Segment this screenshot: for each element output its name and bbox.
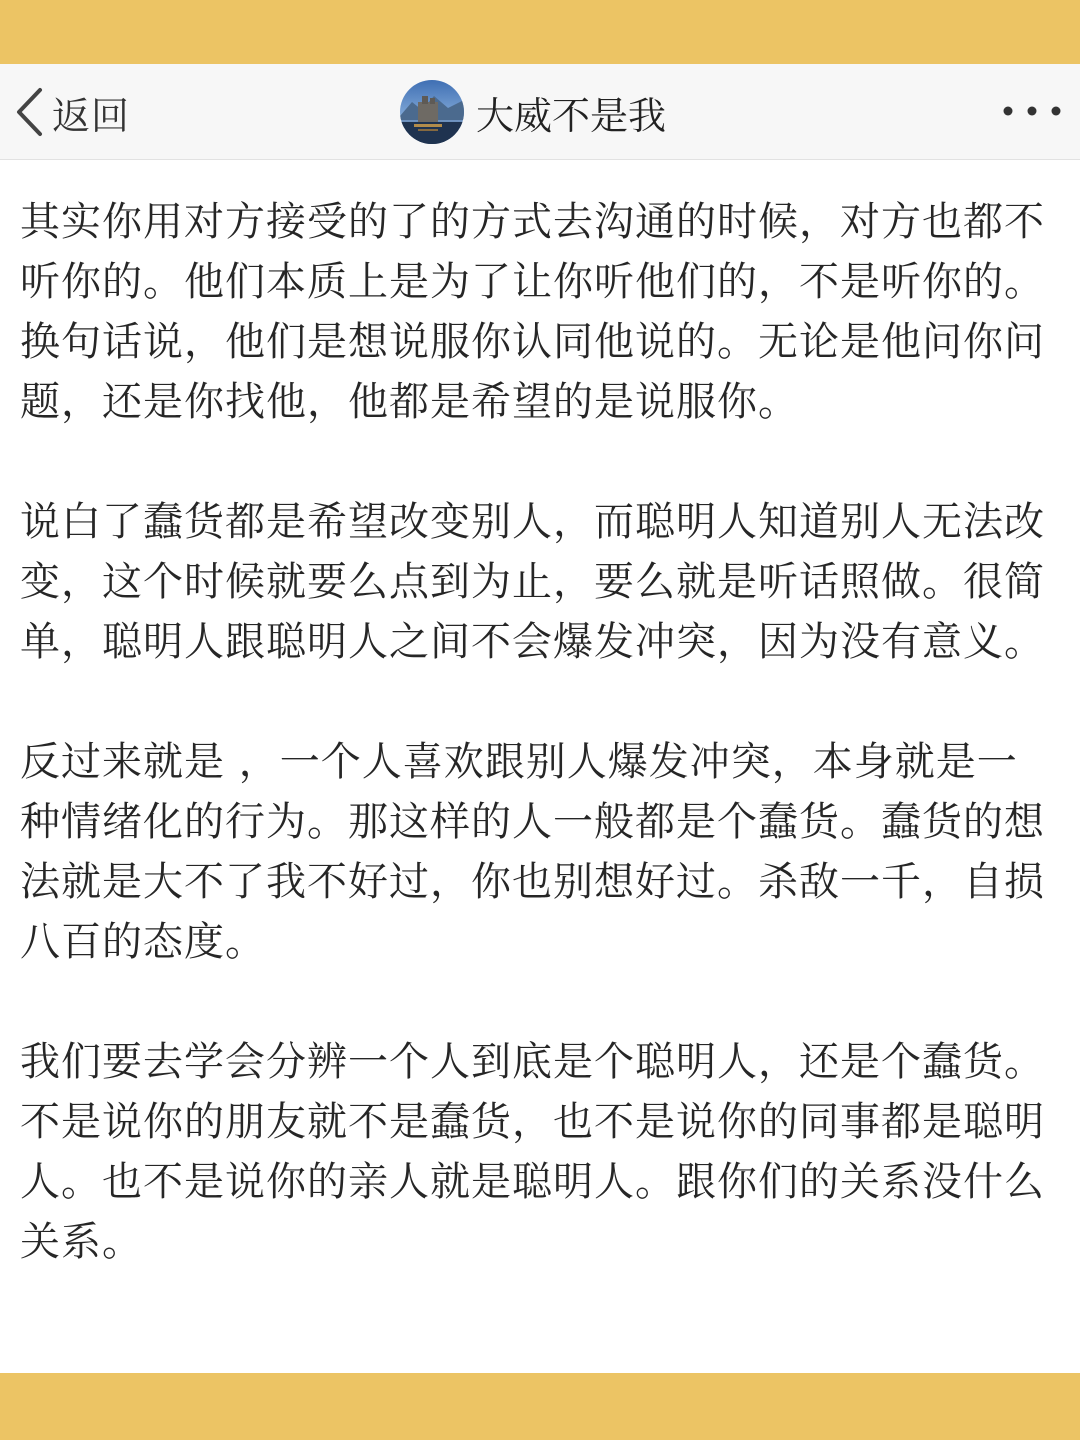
nav-title: 大威不是我 xyxy=(476,93,667,138)
top-border-band xyxy=(0,0,1080,64)
paragraph-2: 说白了蠢货都是希望改变别人，而聪明人知道别人无法改变，这个时候就要么点到为止，要么就是听话照做。很简单，聪明人跟聪明人之间不会爆发冲突，因为没有意义。 xyxy=(20,499,1045,665)
more-options-button[interactable] xyxy=(996,82,1068,142)
back-button[interactable] xyxy=(10,76,130,148)
paragraph-4: 我们要去学会分辨一个人到底是个聪明人，还是个蠢货。不是说你的朋友就不是蠢货，也不是说你的同事都是聪明人。也不是说你的亲人就是聪明人。跟你们的关系没什么关系。 xyxy=(20,1039,1045,1265)
more-dots-icon xyxy=(1001,103,1063,122)
back-label: 返回 xyxy=(52,93,131,138)
bottom-border-band xyxy=(0,1373,1080,1440)
chevron-left-icon xyxy=(10,84,48,140)
nav-profile[interactable] xyxy=(400,70,666,154)
avatar[interactable] xyxy=(400,80,464,144)
article-body xyxy=(20,192,1050,1332)
nav-bar xyxy=(0,64,1080,160)
paragraph-1: 其实你用对方接受的了的方式去沟通的时候，对方也都不听你的。他们本质上是为了让你听他们的，不是听你的。换句话说，他们是想说服你认同他说的。无论是他问你问题，还是你找他，他都是希望的是说服你。 xyxy=(20,199,1045,425)
paragraph-3: 反过来就是 ，一个人喜欢跟别人爆发冲突，本身就是一种情绪化的行为。那这样的人一般都是个蠢货。蠢货的想法就是大不了我不好过，你也别想好过。杀敌一千，自损八百的态度。 xyxy=(20,739,1045,965)
